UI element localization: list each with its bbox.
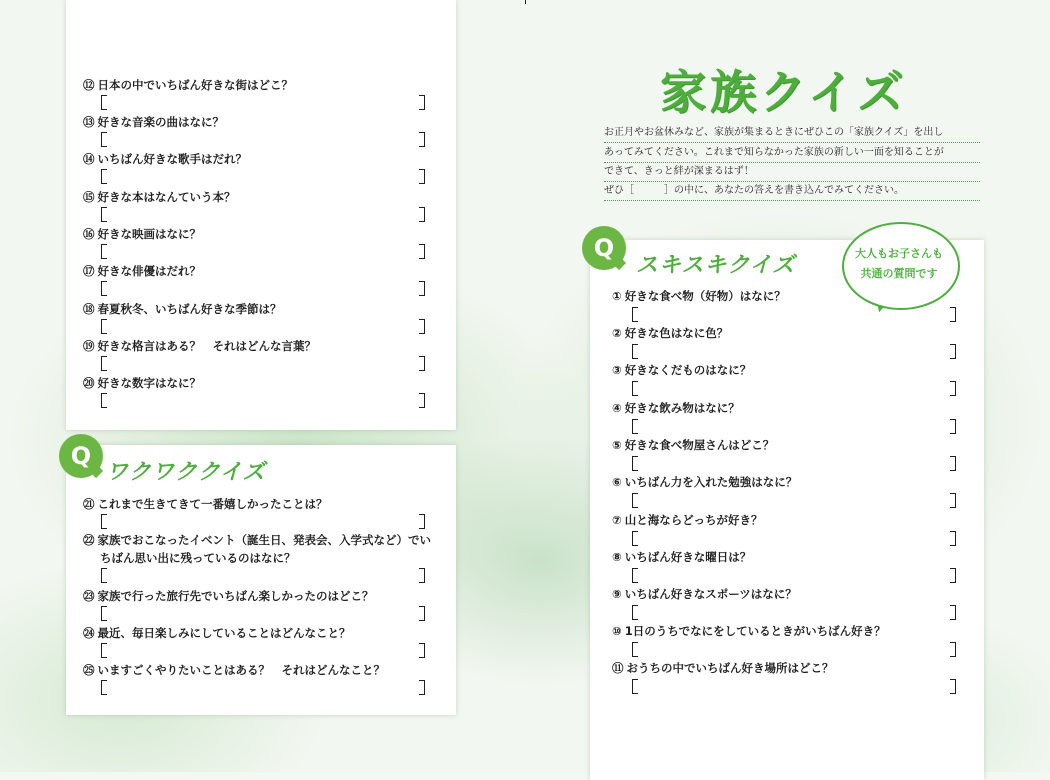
- question-number: ⑦: [612, 513, 622, 527]
- question-number: ⑨: [612, 587, 622, 601]
- answer-bracket-left[interactable]: [101, 169, 107, 184]
- question-text: いちばん好きなスポーツはなに？: [624, 587, 797, 601]
- quiz-question: [612, 400, 740, 416]
- question-text: 好きな飲み物はなに？: [624, 401, 740, 415]
- question-number: ⑧: [612, 550, 622, 564]
- answer-bracket-left[interactable]: [632, 493, 638, 508]
- quiz-question: [83, 263, 201, 279]
- answer-bracket-right: [419, 393, 425, 408]
- answer-bracket-left[interactable]: [632, 419, 638, 434]
- answer-bracket-right: [419, 244, 425, 259]
- answer-bracket-left[interactable]: [632, 307, 638, 322]
- intro-line: お正月やお盆休みなど、家族が集まるときにぜひこの「家族クイズ」を出し: [604, 124, 980, 143]
- q-badge-icon: Q: [582, 226, 626, 270]
- answer-bracket-left[interactable]: [101, 207, 107, 222]
- question-number: ⑬: [83, 115, 95, 129]
- question-number: ㉕: [83, 663, 95, 677]
- sukisuki-section-title: スキスキクイズ: [636, 253, 796, 278]
- answer-bracket-left[interactable]: [632, 605, 638, 620]
- answer-bracket-left[interactable]: [101, 680, 107, 695]
- quiz-question: [83, 588, 374, 604]
- answer-bracket-right: [419, 606, 425, 621]
- q-badge-icon: Q: [59, 434, 103, 478]
- quiz-question: [612, 437, 774, 453]
- quiz-question: [612, 362, 751, 378]
- answer-bracket-right: [950, 419, 956, 434]
- answer-bracket-left[interactable]: [632, 568, 638, 583]
- question-text: 好きな俳優はだれ？: [97, 264, 201, 278]
- quiz-question: [83, 189, 236, 205]
- question-text: 好きな食べ物屋さんはどこ？: [624, 438, 775, 452]
- quiz-question: [612, 512, 763, 528]
- question-number: ④: [612, 401, 622, 415]
- answer-bracket-right: [950, 307, 956, 322]
- question-number: ⑭: [83, 152, 95, 166]
- answer-bracket-right: [419, 568, 425, 583]
- question-text: おうちの中でいちばん好き場所はどこ？: [626, 661, 834, 675]
- question-text: これまで生きてきて一番嬉しかったことは？: [97, 497, 328, 511]
- question-text: 好きな格言はある？ それはどんな言葉？: [97, 339, 316, 353]
- answer-bracket-right: [950, 679, 956, 694]
- question-text: いますごくやりたいことはある？ それはどんなこと？: [97, 663, 385, 677]
- answer-bracket-right: [950, 605, 956, 620]
- quiz-question: [612, 325, 728, 341]
- question-number: ⑱: [83, 302, 95, 316]
- answer-bracket-right: [419, 169, 425, 184]
- quiz-question: [83, 338, 316, 354]
- sukisuki-quiz-card: [590, 240, 984, 780]
- intro-line: できて、きっと絆が深まるはず！: [604, 163, 980, 182]
- quiz-question: [612, 623, 886, 639]
- question-number: ⑮: [83, 190, 95, 204]
- answer-bracket-left[interactable]: [101, 356, 107, 371]
- answer-bracket-right: [419, 281, 425, 296]
- answer-bracket-left[interactable]: [101, 244, 107, 259]
- quiz-question: [83, 375, 201, 391]
- answer-bracket-right: [950, 568, 956, 583]
- quiz-question: [83, 301, 282, 317]
- answer-bracket-left[interactable]: [101, 643, 107, 658]
- answer-bracket-left[interactable]: [632, 531, 638, 546]
- page-trim-mark: [525, 0, 526, 4]
- answer-bracket-left[interactable]: [632, 456, 638, 471]
- speech-bubble-line: 大人もお子さんも: [855, 247, 943, 260]
- question-text: 家族でおこなったイベント（誕生日、発表会、入学式など）でい: [97, 533, 431, 547]
- quiz-question: [83, 77, 293, 93]
- question-text: 好きな数字はなに？: [97, 376, 201, 390]
- answer-bracket-right: [419, 95, 425, 110]
- question-text: 好きな本はなんていう本？: [97, 190, 236, 204]
- question-number: ⑥: [612, 475, 622, 489]
- speech-bubble-text: [846, 244, 952, 284]
- upper-left-quiz-card: [66, 0, 456, 430]
- answer-bracket-right: [419, 207, 425, 222]
- question-text: 好きな色はなに色？: [624, 326, 729, 340]
- answer-bracket-right: [950, 493, 956, 508]
- intro-line: ぜひ［ ］の中に、あなたの答えを書き込んでみてください。: [604, 182, 980, 201]
- quiz-question: [83, 114, 224, 130]
- question-number: ⑤: [612, 438, 622, 452]
- question-text: 好きなくだものはなに？: [624, 363, 752, 377]
- question-text: 山と海ならどっちが好き？: [624, 513, 763, 527]
- quiz-question: [83, 532, 431, 548]
- answer-bracket-left[interactable]: [632, 381, 638, 396]
- answer-bracket-left[interactable]: [101, 568, 107, 583]
- answer-bracket-left[interactable]: [101, 393, 107, 408]
- answer-bracket-left[interactable]: [101, 514, 107, 529]
- quiz-question: [612, 288, 786, 304]
- answer-bracket-right: [419, 514, 425, 529]
- question-text: いちばん好きな曜日は？: [624, 550, 752, 564]
- answer-bracket-right: [950, 344, 956, 359]
- question-text: 日本の中でいちばん好きな街はどこ？: [97, 78, 293, 92]
- question-number: ⑯: [83, 227, 95, 241]
- answer-bracket-left[interactable]: [632, 642, 638, 657]
- answer-bracket-right: [419, 319, 425, 334]
- question-text: 最近、毎日楽しみにしていることはどんなこと？: [97, 626, 351, 640]
- question-text: 家族で行った旅行先でいちばん楽しかったのはどこ？: [97, 589, 374, 603]
- answer-bracket-right: [950, 531, 956, 546]
- question-text: 好きな音楽の曲はなに？: [97, 115, 224, 129]
- quiz-question: [612, 586, 797, 602]
- wakuwaku-section-title: ワクワククイズ: [106, 460, 266, 485]
- question-number: ㉑: [83, 497, 95, 511]
- question-text: 好きな食べ物（好物）はなに？: [624, 289, 786, 303]
- answer-bracket-right: [950, 456, 956, 471]
- question-text-continued: ちばん思い出に残っているのはなに？: [100, 551, 296, 565]
- answer-bracket-left[interactable]: [101, 95, 107, 110]
- question-text: いちばん好きな歌手はだれ？: [97, 152, 247, 166]
- quiz-question: [612, 474, 797, 490]
- question-number: ㉓: [83, 589, 95, 603]
- answer-bracket-left[interactable]: [101, 319, 107, 334]
- quiz-question: [83, 151, 247, 167]
- question-text: いちばん力を入れた勉強はなに？: [624, 475, 798, 489]
- quiz-question: [83, 625, 351, 641]
- question-number: ⑩: [612, 624, 622, 638]
- quiz-question: [83, 662, 385, 678]
- quiz-question: [83, 226, 201, 242]
- question-number: ㉔: [83, 626, 95, 640]
- answer-bracket-left[interactable]: [632, 679, 638, 694]
- answer-bracket-left[interactable]: [101, 606, 107, 621]
- answer-bracket-right: [950, 642, 956, 657]
- answer-bracket-left[interactable]: [101, 281, 107, 296]
- question-number: ②: [612, 326, 622, 340]
- speech-bubble-line: 共通の質問です: [860, 267, 938, 280]
- answer-bracket-right: [950, 381, 956, 396]
- answer-bracket-right: [419, 132, 425, 147]
- answer-bracket-left[interactable]: [632, 344, 638, 359]
- intro-line: あってみてください。これまで知らなかった家族の新しい一面を知ることが: [604, 144, 980, 163]
- question-number: ①: [612, 289, 622, 303]
- answer-bracket-right: [419, 643, 425, 658]
- question-number: ⑰: [83, 264, 95, 278]
- quiz-question: [83, 496, 328, 512]
- question-number: ㉒: [83, 533, 95, 547]
- answer-bracket-right: [419, 356, 425, 371]
- answer-bracket-right: [419, 680, 425, 695]
- quiz-question: [612, 660, 834, 676]
- question-text: 好きな映画はなに？: [97, 227, 201, 241]
- question-text: 春夏秋冬、いちばん好きな季節は？: [97, 302, 282, 316]
- answer-bracket-left[interactable]: [101, 132, 107, 147]
- page-title: 家族クイズ: [660, 65, 908, 119]
- question-number: ⑪: [612, 661, 624, 675]
- question-number: ⑲: [83, 339, 95, 353]
- question-number: ③: [612, 363, 622, 377]
- quiz-question: [612, 549, 751, 565]
- question-text: 1日のうちでなにをしているときがいちばん好き？: [624, 624, 886, 638]
- question-number: ⑫: [83, 78, 95, 92]
- question-number: ⑳: [83, 376, 95, 390]
